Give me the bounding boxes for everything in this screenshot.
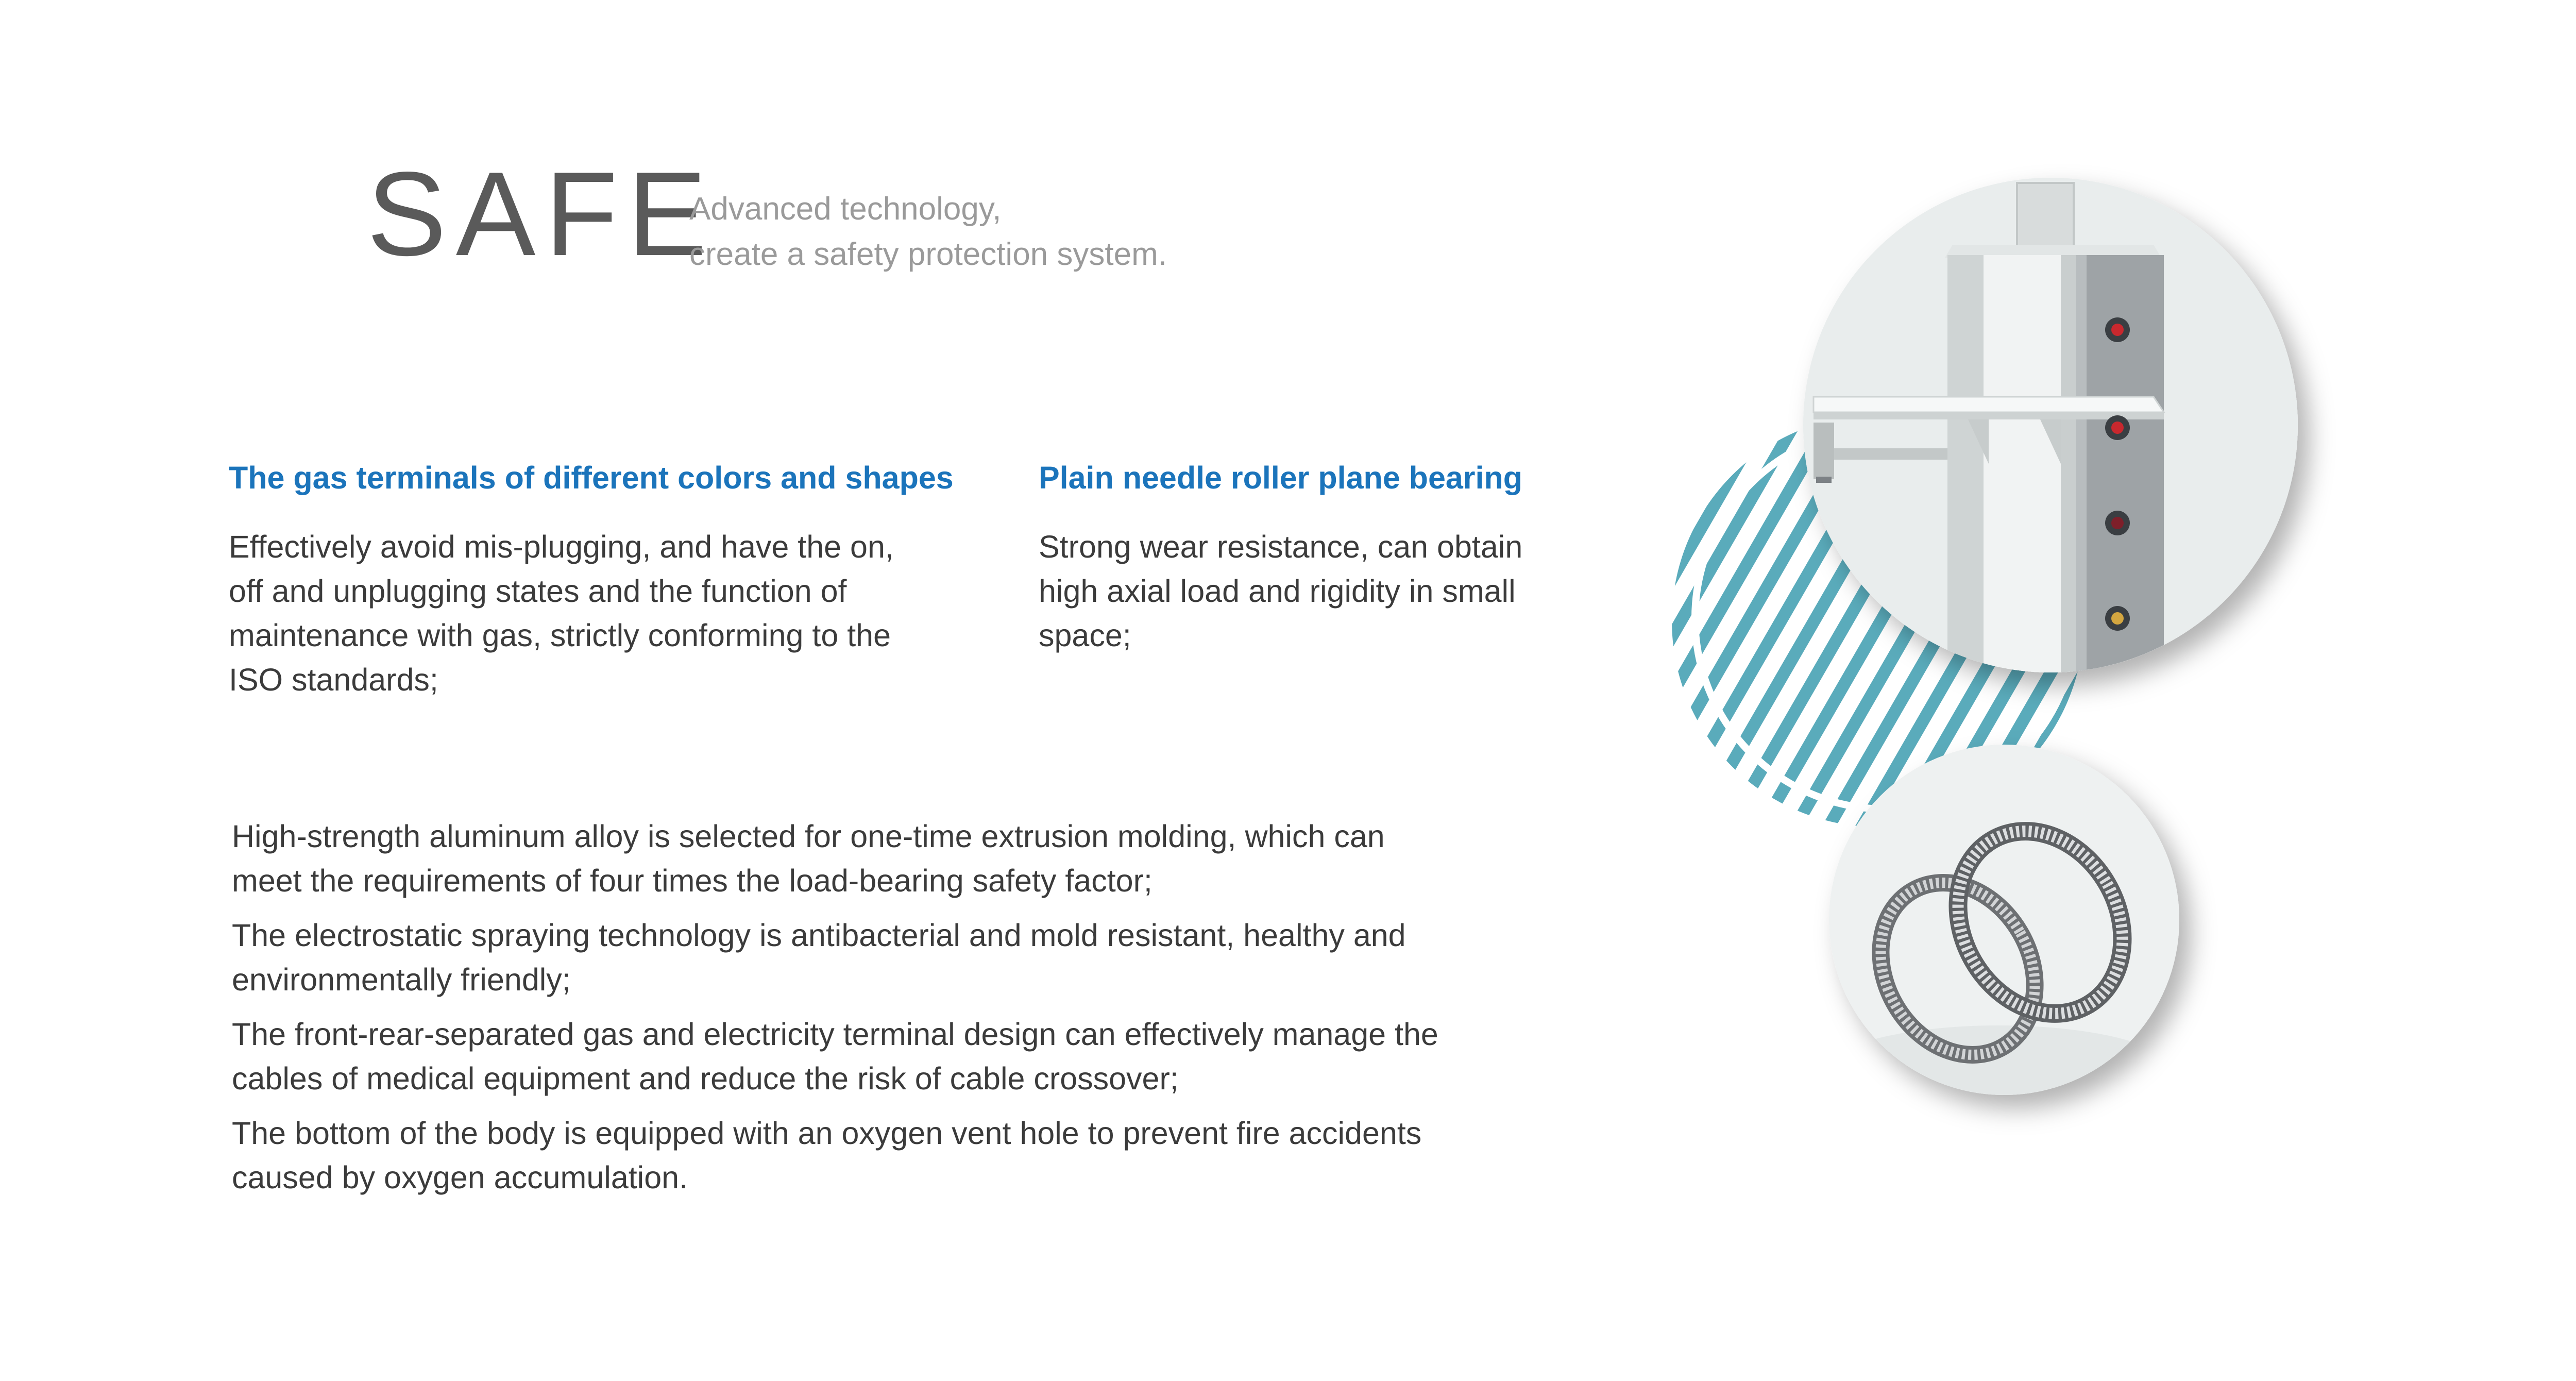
feature-line: Effectively avoid mis-plugging, and have the on, bbox=[229, 529, 894, 564]
feature-line: space; bbox=[1039, 618, 1131, 653]
feature-line: high axial load and rigidity in small bbox=[1039, 574, 1516, 609]
list-item-line: meet the requirements of four times the load-bearing safety factor; bbox=[232, 863, 1153, 898]
list-item-line: The front-rear-separated gas and electricity terminal design can effectively manage the bbox=[232, 1017, 1438, 1052]
list-item-line: environmentally friendly; bbox=[232, 962, 571, 997]
list-item bbox=[232, 814, 1582, 903]
product-illustration bbox=[1638, 155, 2349, 1144]
benefits-list bbox=[232, 814, 1582, 1210]
feature-line: ISO standards; bbox=[229, 662, 438, 697]
list-item-line: cables of medical equipment and reduce the risk of cable crossover; bbox=[232, 1061, 1179, 1096]
feature-line: maintenance with gas, strictly conforming to the bbox=[229, 618, 891, 653]
list-item-line: The bottom of the body is equipped with an oxygen vent hole to prevent fire accidents bbox=[232, 1116, 1422, 1151]
list-item bbox=[232, 913, 1582, 1002]
list-item-line: High-strength aluminum alloy is selected for one-time extrusion molding, which can bbox=[232, 819, 1385, 854]
list-item bbox=[232, 1012, 1582, 1101]
page-tagline bbox=[689, 187, 1411, 277]
feature-body-gas-terminals bbox=[229, 525, 971, 702]
bearing-illustration bbox=[1824, 745, 2179, 1118]
feature-line: off and unplugging states and the function of bbox=[229, 574, 847, 609]
feature-line: Strong wear resistance, can obtain bbox=[1039, 529, 1523, 564]
tagline-line-2: create a safety protection system. bbox=[689, 237, 1167, 272]
list-item bbox=[232, 1111, 1582, 1200]
page-title: SAFE bbox=[367, 147, 716, 281]
list-item-line: caused by oxygen accumulation. bbox=[232, 1160, 688, 1195]
feature-heading-bearing: Plain needle roller plane bearing bbox=[1039, 460, 1523, 495]
tagline-line-1: Advanced technology, bbox=[689, 191, 1002, 227]
feature-body-bearing bbox=[1039, 525, 1616, 658]
list-item-line: The electrostatic spraying technology is antibacterial and mold resistant, healthy and bbox=[232, 918, 1406, 953]
feature-heading-gas-terminals: The gas terminals of different colors and shapes bbox=[229, 460, 954, 495]
